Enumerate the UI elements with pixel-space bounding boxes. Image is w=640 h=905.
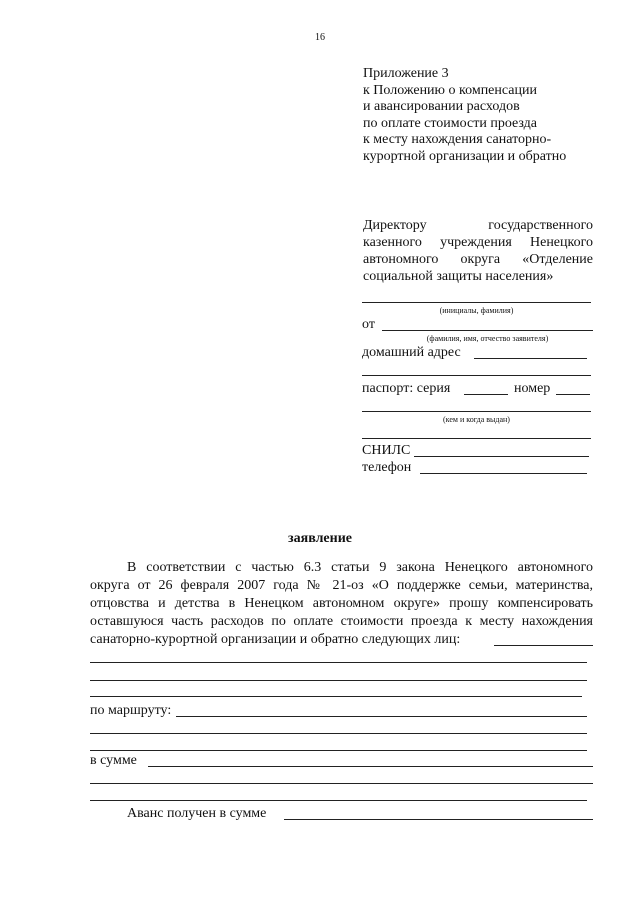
statement-line: округа от 26 февраля 2007 года № 21-оз «О поддержке семьи, материнства, bbox=[90, 578, 593, 593]
route-line-3[interactable] bbox=[90, 750, 587, 751]
amount-line-3[interactable] bbox=[90, 800, 587, 801]
statement-line: санаторно-курортной организации и обратно следующих лиц: bbox=[90, 632, 461, 647]
amount-line-2[interactable] bbox=[90, 783, 593, 784]
home-address-label: домашний адрес bbox=[362, 345, 461, 360]
route-line-2[interactable] bbox=[90, 733, 587, 734]
persons-line-3[interactable] bbox=[90, 680, 587, 681]
appendix-line: и авансировании расходов bbox=[363, 99, 520, 114]
issued-caption: (кем и когда выдан) bbox=[443, 415, 510, 424]
snils-line[interactable] bbox=[414, 456, 589, 457]
phone-label: телефон bbox=[362, 460, 412, 475]
appendix-line: к Положению о компенсации bbox=[363, 82, 537, 98]
persons-line-4[interactable] bbox=[90, 696, 582, 697]
passport-issued-line-2[interactable] bbox=[362, 438, 591, 439]
applicant-name-line[interactable] bbox=[382, 330, 593, 331]
appendix-line: по оплате стоимости проезда bbox=[363, 115, 537, 131]
advance-label: Аванс получен в сумме bbox=[127, 806, 267, 821]
appendix-line: к месту нахождения санаторно- bbox=[363, 132, 552, 147]
addressee-line: Директору государственного bbox=[363, 218, 593, 233]
from-label: от bbox=[362, 317, 375, 332]
amount-label: в сумме bbox=[90, 753, 137, 768]
appendix-line: курортной организации и обратно bbox=[363, 148, 567, 164]
initials-line[interactable] bbox=[362, 302, 591, 303]
passport-series-line[interactable] bbox=[464, 394, 508, 395]
statement-line: отцовства и детства в Ненецком автономном округе» прошу компенсировать bbox=[90, 596, 593, 611]
appendix-line: Приложение 3 bbox=[363, 66, 449, 81]
phone-line[interactable] bbox=[420, 473, 587, 474]
home-address-line[interactable] bbox=[474, 358, 587, 359]
route-line[interactable] bbox=[176, 716, 587, 717]
persons-line[interactable] bbox=[494, 645, 593, 646]
addressee-block bbox=[363, 217, 593, 285]
addressee-line: казенного учреждения Ненецкого bbox=[363, 235, 593, 250]
addressee-line: автономного округа «Отделение bbox=[363, 252, 593, 267]
statement-line: оставшуюся часть расходов по оплате стоимости проезда к месту нахождения bbox=[90, 614, 593, 629]
amount-line[interactable] bbox=[148, 766, 593, 767]
passport-issued-line[interactable] bbox=[362, 411, 591, 412]
statement-line: В соответствии с частью 6.3 статьи 9 закона Ненецкого автономного bbox=[127, 560, 593, 575]
passport-number-line[interactable] bbox=[556, 394, 590, 395]
persons-line-2[interactable] bbox=[90, 662, 587, 663]
route-label: по маршруту: bbox=[90, 703, 172, 718]
addressee-line: социальной защиты населения» bbox=[363, 269, 554, 284]
applicant-caption: (фамилия, имя, отчество заявителя) bbox=[426, 334, 549, 343]
statement-title: заявление bbox=[288, 531, 352, 546]
passport-series-label: паспорт: серия bbox=[362, 381, 451, 396]
home-address-line-2[interactable] bbox=[362, 375, 591, 376]
advance-amount-line[interactable] bbox=[284, 819, 593, 820]
appendix-header bbox=[363, 66, 566, 165]
snils-label: СНИЛС bbox=[362, 443, 411, 458]
page-number: 16 bbox=[315, 32, 325, 43]
initials-caption: (инициалы, фамилия) bbox=[439, 306, 514, 315]
passport-number-label: номер bbox=[514, 381, 551, 396]
